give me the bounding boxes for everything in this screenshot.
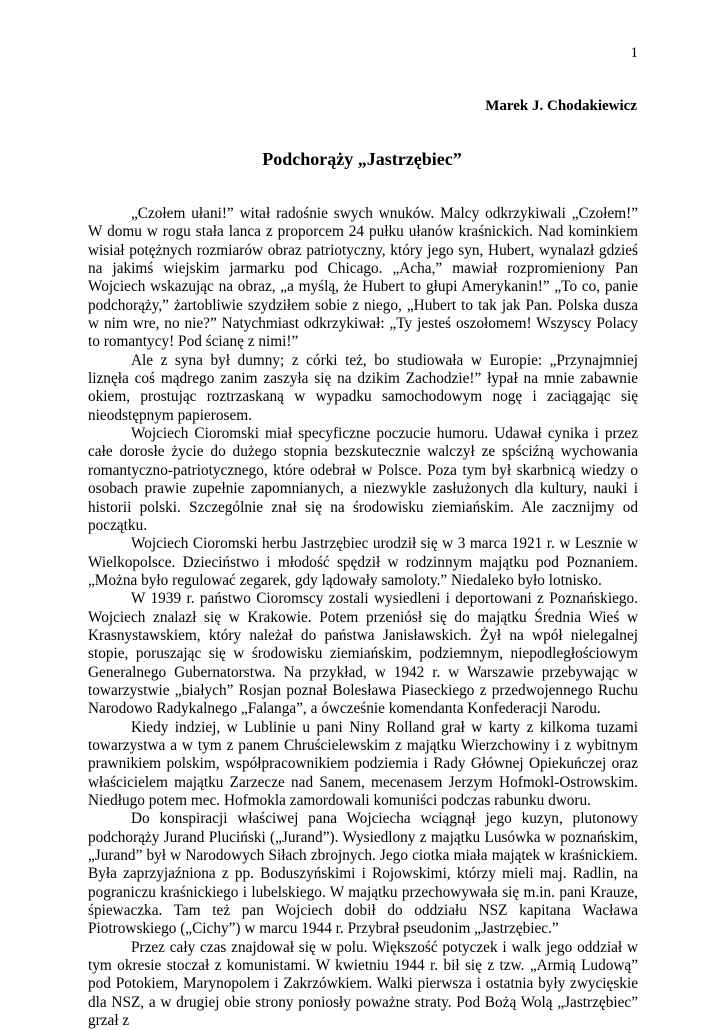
paragraph: Wojciech Cioromski miał specyficzne poczucie humoru. Udawał cynika i przez całe dorosłe życie do dużego stopnia bezskutecznie walczył ze spściźną wychowania romantyczno-patriotycznego, które odebrał w Polsce. Poza tym był skarbnicą wiedzy o osobach prawie zupełnie zapomnianych, a niezwykle zasłużonych dla kultury, nauki i historii polski. Szczególnie znał się na środowisku ziemiańskim. Ale zacznijmy od początku. (88, 425, 638, 534)
paragraph: Kiedy indziej, w Lublinie u pani Niny Rolland grał w karty z kilkoma tuzami towarzystwa a w tym z panem Chruścielewskim z majątku Wierzchowiny i z wybitnym prawnikiem polskim, współpracownikiem podziemia i Rady Głównej Opiekuńczej oraz właścicielem majątku Zarzecze nad Sanem, mecenasem Jerzym Hofmokl-Ostrowskim. Niedługo potem mec. Hofmokla zamordowali komuniści podczas rabunku dworu. (88, 718, 638, 809)
paragraph: W 1939 r. państwo Cioromscy zostali wysiedleni i deportowani z Poznańskiego. Wojciech znalazł się w Krakowie. Potem przeniósł się do majątku Średnia Wieś w Krasnystawskiem, który należał do państwa Janisławskich. Żył na wpół nielegalnej stopie, poruszając się w środowisku ziemiańskim, podziemnym, niepodległościowym Generalnego Gubernatorstwa. Na przykład, w 1942 r. w Warszawie przebywając w towarzystwie „białych” Rosjan poznał Bolesława Piaseckiego z przedwojennego Ruchu Narodowo Radykalnego „Falanga”, a ówcześnie komendanta Konfederacji Narodu. (88, 590, 638, 718)
paragraph: „Czołem ułani!” witał radośnie swych wnuków. Malcy odkrzykiwali „Czołem!” W domu w rogu stała lanca z proporcem 24 pułku ułanów kraśnickich. Nad kominkiem wisiał potężnych rozmiarów obraz patriotyczny, który jego syn, Hubert, wynalazł gdzieś na jakimś wiejskim jarmarku pod Chicago. „Acha,” mawiał rozpromieniony Pan Wojciech wskazując na obraz, „a myślą, że Hubert to głupi Amerykanin!” „To co, panie podchorąży,” żartobliwie szydziłem sobie z niego, „Hubert to tak jak Pan. Polska dusza w nim wre, no nie?” Natychmiast odkrzykiwał: „Ty jesteś oszołomem! Wszyscy Polacy to romantycy! Pod ścianę z nimi!” (88, 205, 638, 351)
paragraph: Do konspiracji właściwej pana Wojciecha wciągnął jego kuzyn, plutonowy podchorąży Jurand Pluciński („Jurand”). Wysiedlony z majątku Lusówka w poznańskim, „Jurand” był w Narodowych Siłach zbrojnych. Jego ciotka miała majątek w kraśnickiem. Była zaprzyjaźniona z pp. Boduszyńskimi i Rojowskimi, którzy mieli maj. Radlin, na pograniczu kraśnickiego i lubelskiego. W majątku przechowywała się m.in. pani Krauze, śpiewaczka. Tam też pan Wojciech dobił do oddziału NSZ kapitana Wacława Piotrowskiego („Cichy”) w marcu 1944 r. Przybrał pseudonim „Jastrzębiec.” (88, 810, 638, 938)
paragraph: Przez cały czas znajdował się w polu. Większość potyczek i walk jego oddział w tym okresie stoczał z komunistami. W kwietniu 1944 r. bił się z tzw. „Armią Ludową” pod Potokiem, Marynopolem i Zakrzówkiem. Walki pierwsza i ostatnia były zwycięskie dla NSZ, a w drugiej obie strony poniosły poważne straty. Pod Bożą Wolą „Jastrzębiec” grzał z (88, 938, 638, 1030)
page-number: 1 (630, 45, 638, 61)
article-body (88, 205, 638, 1030)
article-title: Podchorąży „Jastrzębiec” (262, 149, 462, 169)
paragraph: Wojciech Cioromski herbu Jastrzębiec urodził się w 3 marca 1921 r. w Lesznie w Wielkopolsce. Dzieciństwo i młodość spędził w rodzinnym majątku pod Poznaniem. „Można było regulować zegarek, gdy lądowały samoloty.” Niedaleko było lotnisko. (88, 535, 638, 589)
paragraph: Ale z syna był dumny; z córki też, bo studiowała w Europie: „Przynajmniej liznęła coś mądrego zanim zaszyła się na dzikim Zachodzie!” łypał na mnie zabawnie okiem, prostując roztrzaskaną w wypadku samochodowym nogę i zaciągając się nieodstępnym papierosem. (88, 351, 638, 424)
author-name: Marek J. Chodakiewicz (485, 98, 637, 114)
